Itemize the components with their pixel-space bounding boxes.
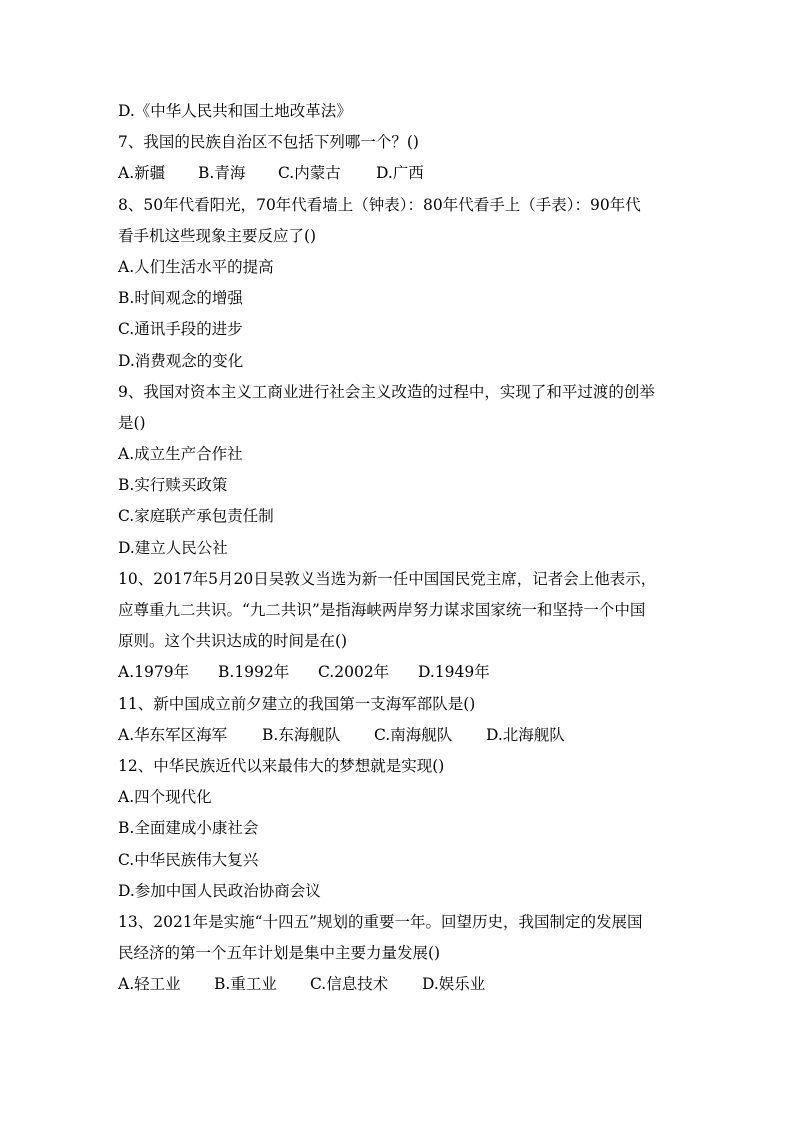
q7-option-d: D.广西 [376, 164, 424, 183]
q11-option-b: B.东海舰队 [262, 725, 341, 744]
q12-stem: 12、中华民族近代以来最伟大的梦想就是实现() [118, 756, 445, 775]
q10-option-c: C.2002年 [318, 663, 390, 682]
q6-option-d: D.《中华人民共和国土地改革法》 [118, 102, 352, 120]
q8-stem-line1: 8、50年代看阳光，70年代看墙上（钟表）：80年代看手上（手表）：90年代 [118, 195, 641, 214]
q8-stem-line2: 看手机这些现象主要反应了() [118, 226, 317, 245]
q10-stem-line2: 应尊重九二共识。“九二共识”是指海峡两岸努力谋求国家统一和坚持一个中国 [118, 601, 646, 619]
q12-option-b: B.全面建成小康社会 [118, 819, 259, 838]
q7-option-a: A.新疆 [118, 164, 166, 183]
q11-stem: 11、新中国成立前夕建立的我国第一支海军部队是() [118, 694, 476, 713]
q13-option-a: A.轻工业 [118, 975, 181, 994]
q13-stem-line2: 民经济的第一个五年计划是集中主要力量发展() [118, 944, 441, 963]
q13-options [118, 969, 684, 1000]
q9-option-a: A.成立生产合作社 [118, 445, 243, 464]
q7-option-c: C.内蒙古 [278, 164, 341, 183]
question-content [118, 96, 684, 1000]
q12-option-c: C.中华民族伟大复兴 [118, 850, 259, 869]
q12-option-a: A.四个现代化 [118, 788, 212, 807]
q13-option-d: D.娱乐业 [422, 975, 486, 994]
q11-options [118, 720, 684, 751]
q9-option-b: B.实行赎买政策 [118, 476, 228, 495]
q10-stem-line1: 10、2017年5月20日吴敦义当选为新一任中国国民党主席，记者会上他表示， [118, 569, 657, 588]
q9-stem-line2: 是() [118, 413, 146, 432]
q11-option-a: A.华东军区海军 [118, 725, 228, 744]
q12-option-d: D.参加中国人民政治协商会议 [118, 881, 321, 900]
q10-stem-line3: 原则。这个共识达成的时间是在() [118, 632, 348, 651]
q11-option-d: D.北海舰队 [486, 725, 565, 744]
q10-option-d: D.1949年 [418, 663, 490, 682]
q8-option-b: B.时间观念的增强 [118, 289, 243, 308]
q9-option-c: C.家庭联产承包责任制 [118, 507, 274, 526]
q11-option-c: C.南海舰队 [374, 725, 453, 744]
q10-option-a: A.1979年 [118, 663, 190, 682]
q9-stem-line1: 9、我国对资本主义工商业进行社会主义改造的过程中，实现了和平过渡的创举 [118, 382, 655, 401]
q7-stem: 7、我国的民族自治区不包括下列哪一个？() [118, 133, 419, 152]
q13-stem-line1: 13、2021年是实施“十四五”规划的重要一年。回望历史，我国制定的发展国 [118, 912, 643, 931]
q8-option-d: D.消费观念的变化 [118, 351, 244, 370]
q8-option-a: A.人们生活水平的提高 [118, 257, 274, 276]
q13-option-c: C.信息技术 [310, 975, 389, 994]
q7-option-b: B.青海 [198, 164, 246, 183]
q10-option-b: B.1992年 [218, 663, 290, 682]
q10-options [118, 657, 684, 688]
q9-option-d: D.建立人民公社 [118, 538, 228, 557]
q7-options [118, 158, 684, 189]
q13-option-b: B.重工业 [214, 975, 277, 994]
q8-option-c: C.通讯手段的进步 [118, 320, 243, 339]
